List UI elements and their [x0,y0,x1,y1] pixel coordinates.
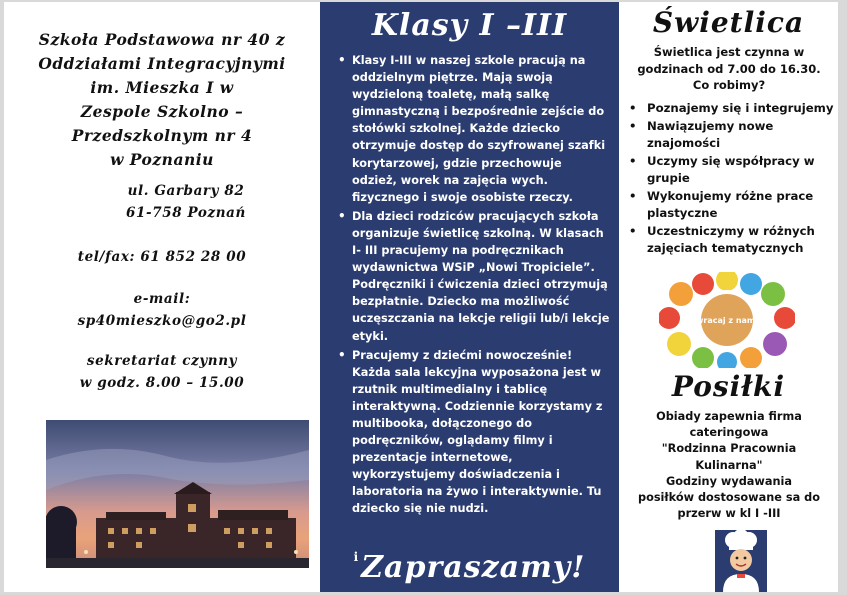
office-hours-line: sekretariat czynny [86,353,238,369]
office-hours-line: w godz. 8.00 – 15.00 [79,375,245,391]
invitation-text: Zapraszamy! [361,550,586,585]
circle-text: wracaj z nami [695,316,759,325]
meals-line: Kulinarna" [695,458,763,472]
meals-title: Posiłki [671,370,786,403]
address-city: 61-758 Poznań [126,205,246,221]
meals-line: Obiady zapewnia firma [656,410,802,423]
meals-line: cateringowa [689,426,769,440]
address-street: ul. Garbary 82 [127,183,245,199]
meals-line: "Rodzinna Pracownia [661,442,797,456]
kids-circle-image [659,272,795,368]
invitation-banner [320,550,619,585]
list-item: • Uczestniczymy w różnych zajęciach tematycznych [629,223,834,258]
day-room-title: Świetlica [652,6,805,39]
day-room-intro [623,44,835,94]
chef-image [715,530,767,592]
chef-icon [715,530,767,592]
school-name-line: Zespole Szkolno – [80,102,244,121]
school-name-line: w Poznaniu [110,150,214,169]
list-item: • Dla dzieci rodziców pracujących szkoła organizuje świetlicę szkolną. W klasach I- III pracujemy na podręcznikach wydawnictwa WSiP „Nowi Tropiciele”. Podręczniki i ćwiczenia dzieci otrzymują bezpłatnie. Dziecko ma możliwość uczęszczania na lekcje religii lub/i lekcje etyki. [338,208,610,345]
meals-line: posiłków dostosowane sa do [637,491,821,505]
list-item: • Nawiązujemy nowe znajomości [629,118,834,153]
list-item: • Uczymy się współpracy w grupie [629,153,834,188]
day-room-hours: Świetlica jest czynna w [653,45,805,59]
kids-circle-illustration [659,272,795,368]
phone: tel/fax: 61 852 28 00 [77,249,247,265]
school-name-line: Szkoła Podstawowa nr 40 z [38,30,286,49]
email-address[interactable]: sp40mieszko@go2.pl [77,313,247,329]
right-column [619,2,838,592]
meals-info [625,409,833,522]
meals-line: przerw w kl I -III [677,507,781,521]
day-room-hours: godzinach od 7.00 do 16.30. [637,61,821,76]
meals-line: Godziny wydawania [665,474,792,488]
list-item: • Wykonujemy różne prace plastyczne [629,188,834,223]
school-building-photo [46,420,309,568]
school-name-line: Przedszkolnym nr 4 [71,126,253,145]
address [28,180,344,224]
office-hours [4,350,320,394]
left-column [4,2,320,592]
day-room-activities [629,100,834,258]
classes-info-list [338,52,610,520]
classes-title: Klasy I –III [371,8,568,43]
school-building-illustration [46,420,309,568]
list-item: • Pracujemy z dziećmi nowocześnie! Każda sala lekcyjna wyposażona jest w rzutnik multimedialny i tablicę interaktywną. Codziennie korzystamy z multibooka, dołączonego do podręczników, oglądamy filmy i prezentacje internetowe, wykorzystujemy doświadczenia i laboratoria na żywo i interaktywnie. Tu dziecko się nie nudzi. [338,347,610,518]
cta-dot: i [353,550,360,564]
middle-column [320,2,619,592]
email-block [4,288,320,332]
list-item: • Poznajemy się i integrujemy [629,100,834,118]
school-name-line: im. Mieszka I w [90,78,234,97]
list-item: • Klasy I-III w naszej szkole pracują na oddzielnym piętrze. Mają swoją wydzieloną toaletę, małą salkę gimnastyczną i bezpośrednie zejście do stołówki szkolnej. Każde dziecko otrzymuje dostęp do szyfrowanej szafki korytarzowej, gdzie przechowuje odzież, worek na zajęcia wych. fizycznego i swoje osobiste rzeczy. [338,52,610,206]
email-label: e-mail: [133,291,191,307]
day-room-question: Co robimy? [692,78,766,92]
school-name-line: Oddziałami Integracyjnymi [38,54,286,73]
brochure-page [4,2,838,592]
school-name [12,28,312,172]
